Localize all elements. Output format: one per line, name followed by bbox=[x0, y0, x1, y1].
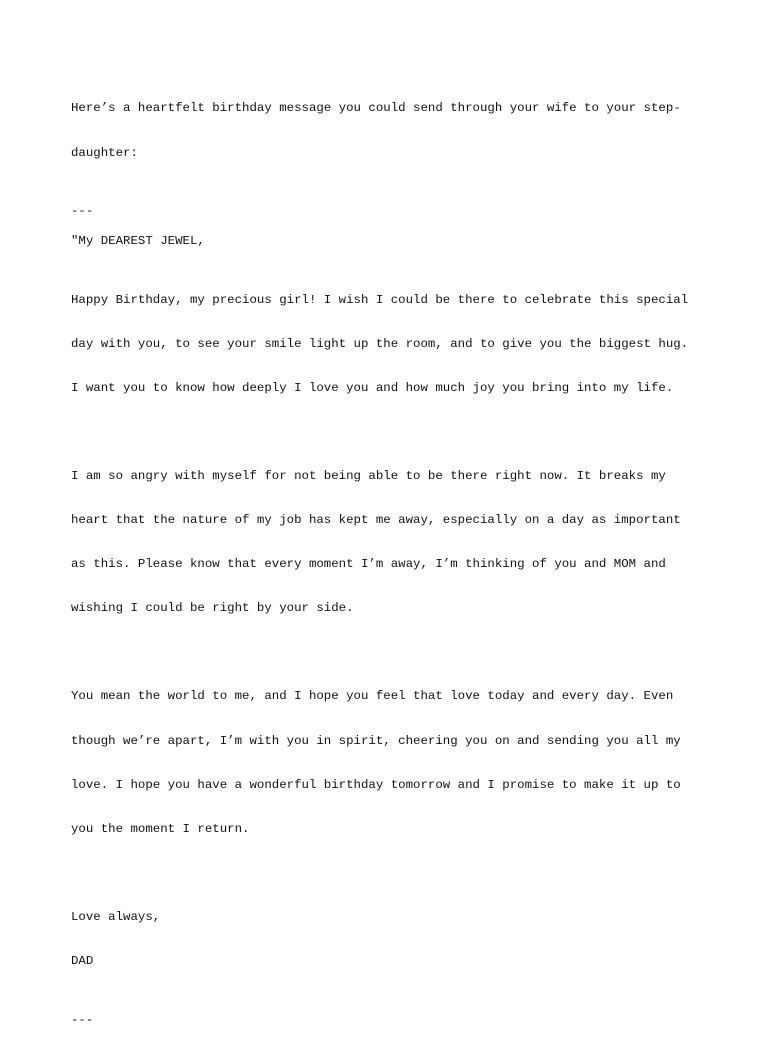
paragraph-2-line-1: I am so angry with myself for not being able to be there right now. It breaks my bbox=[71, 468, 666, 483]
paragraph-1-line-1: Happy Birthday, my precious girl! I wish I could be there to celebrate this special bbox=[71, 292, 689, 307]
paragraph-2-line-2: heart that the nature of my job has kept me away, especially on a day as important bbox=[71, 513, 681, 528]
intro-line-2: daughter: bbox=[71, 145, 138, 160]
intro-paragraph bbox=[71, 72, 711, 190]
paragraph-2-line-4: wishing I could be right by your side. bbox=[71, 601, 354, 616]
separator-top: --- bbox=[71, 204, 94, 219]
paragraph-1-line-2: day with you, to see your smile light up the room, and to give you the biggest hug. bbox=[71, 336, 689, 351]
paragraph-3-line-1: You mean the world to me, and I hope you feel that love today and every day. Even bbox=[71, 689, 674, 704]
letter-paragraph-3 bbox=[71, 660, 711, 866]
letter-closing bbox=[71, 881, 711, 999]
paragraph-1-line-3: I want you to know how deeply I love you and how much joy you bring into my life. bbox=[71, 380, 674, 395]
closing-signature: DAD bbox=[71, 954, 94, 969]
paragraph-3-line-4: you the moment I return. bbox=[71, 821, 250, 836]
paragraph-2-line-3: as this. Please know that every moment I’m away, I’m thinking of you and MOM and bbox=[71, 557, 666, 572]
paragraph-3-line-3: love. I hope you have a wonderful birthday tomorrow and I promise to make it up to bbox=[71, 777, 681, 792]
letter-greeting: "My DEAREST JEWEL, bbox=[71, 233, 205, 248]
separator-bottom: --- bbox=[71, 1012, 94, 1027]
letter-paragraph-2 bbox=[71, 440, 711, 646]
paragraph-3-line-2: though we’re apart, I’m with you in spirit, cheering you on and sending you all my bbox=[71, 733, 681, 748]
letter-paragraph-1 bbox=[71, 263, 711, 425]
intro-line-1: Here’s a heartfelt birthday message you could send through your wife to your step- bbox=[71, 101, 681, 116]
closing-line-1: Love always, bbox=[71, 909, 161, 924]
message-document bbox=[71, 72, 711, 1042]
